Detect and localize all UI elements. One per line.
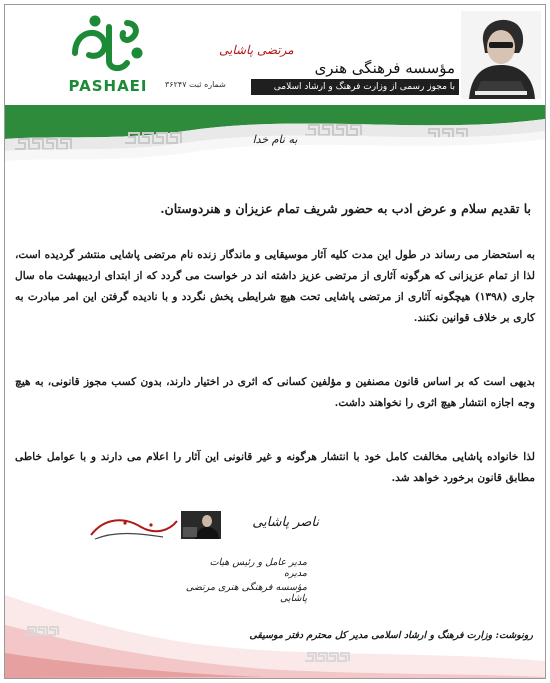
signatory-organization: مؤسسه فرهنگی هنری مرتضی پاشایی [185, 582, 307, 604]
signatory-name: ناصر پاشایی [252, 515, 319, 530]
institute-logo-mark [85, 513, 181, 543]
org-name-calligraphy: مرتضی پاشایی [219, 43, 294, 57]
portrait-image [461, 11, 541, 99]
carbon-copy-line: رونوشت: وزارت فرهنگ و ارشاد اسلامی مدیر کل محترم دفتر موسیقی [249, 630, 533, 641]
letter-page [4, 4, 546, 679]
paragraph-2: بدیهی است که بر اساس قانون مصنفین و مؤلفین کسانی که اثری در اختیار دارند، بدون کسب مجوز قانونی، به هیچ وجه اجازه انتشار هیچ اثری را نخواهند داشت. [15, 376, 535, 409]
signature-portrait-thumbnail [181, 511, 221, 539]
paragraph-3: لذا خانواده پاشایی مخالفت کامل خود با انتشار هرگونه و غیر قانونی این آثار را اعلام می دارند و با عوامل خاطی مطابق قانون برخورد خواهد شد. [15, 451, 535, 484]
bismillah-heading: به نام خدا [252, 133, 298, 146]
registration-number: شماره ثبت ۳۶۲۴۷ [165, 80, 226, 89]
pashaei-logo-glyph [65, 13, 145, 77]
letterhead [5, 5, 545, 105]
paragraph-1: به استحضار می رساند در طول این مدت کلیه آثار موسیقایی و ماندگار زنده نام مرتضی پاشایی منتشر گردیده است، لذا از تمام عزیزانی که هرگونه آثاری از مرتضی عزیز داشته اند در خواست می گردد که از ابتدای اردیبهشت ماه سال جاری (۱۳۹۸) هیچگونه آثاری از مرتضی پاشایی تحت هیچ شرایطی پخش نگردد و با نادیده گرفتن این امر مبادرت به کاری بر خلاف قوانین نکنند. [15, 249, 535, 324]
flag-band-top [5, 105, 545, 201]
logo-wordmark: PASHAEI [68, 77, 148, 95]
signatory-role: مدیر عامل و رئیس هیات مدیره [209, 557, 307, 579]
org-title: مؤسسه فرهنگی هنری [314, 59, 455, 77]
greeting-line: با تقدیم سلام و عرض ادب به حضور شریف تمام عزیزان و هنردوستان. [160, 201, 531, 216]
pashaei-logo [53, 13, 163, 101]
license-banner: با مجوز رسمی از وزارت فرهنگ و ارشاد اسلامی [251, 79, 459, 95]
